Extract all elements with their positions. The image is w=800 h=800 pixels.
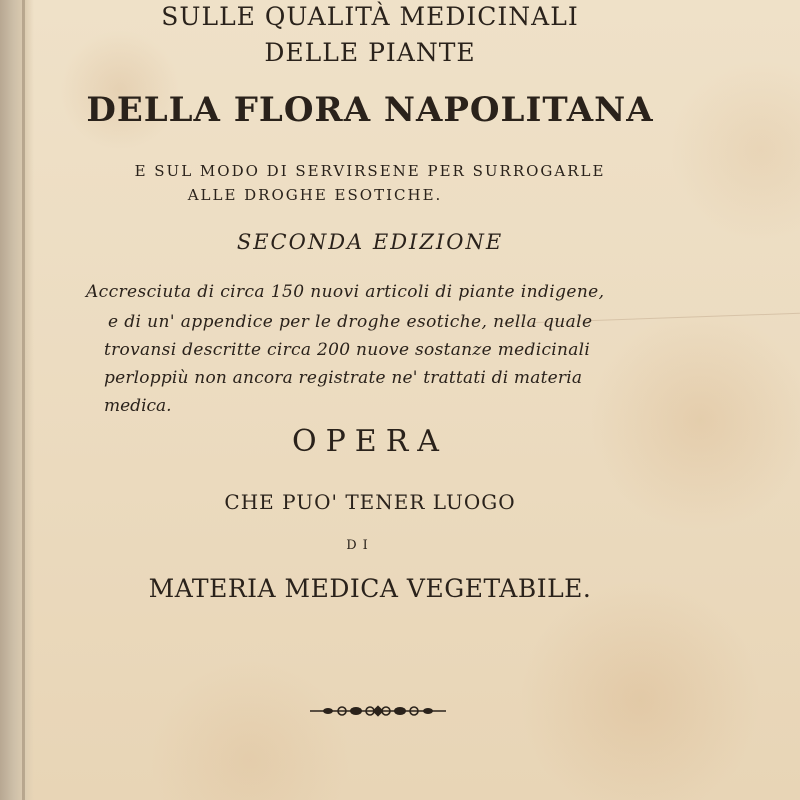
opera-heading: OPERA [292, 424, 448, 459]
blurb-line-4: perloppiù non ancora registrate ne' trattati di materia [104, 368, 583, 388]
blurb-line-2: e di un' appendice per le droghe esotiche, nella quale [108, 312, 593, 332]
blurb-line-5: medica. [104, 396, 172, 416]
main-title: DELLA FLORA NAPOLITANA [86, 90, 654, 130]
blurb-line-1: Accresciuta di circa 150 nuovi articoli di piante indigene, [86, 282, 605, 302]
subtitle-line-1: E SUL MODO DI SERVIRSENE PER SURROGARLE [134, 162, 606, 180]
title-line-2: DELLE PIANTE [264, 38, 476, 67]
che-puo-line: CHE PUO' TENER LUOGO [224, 490, 516, 514]
edition-label: SECONDA EDIZIONE [236, 230, 504, 254]
printer-ornament-icon [308, 702, 448, 720]
materia-line: MATERIA MEDICA VEGETABILE. [148, 574, 592, 603]
title-line-1: SULLE QUALITÀ MEDICINALI [161, 2, 579, 31]
blurb-line-3: trovansi descritte circa 200 nuove sostanze medicinali [104, 340, 591, 360]
subtitle-line-2: ALLE DROGHE ESOTICHE. [187, 186, 443, 204]
di-line: DI [346, 538, 374, 553]
